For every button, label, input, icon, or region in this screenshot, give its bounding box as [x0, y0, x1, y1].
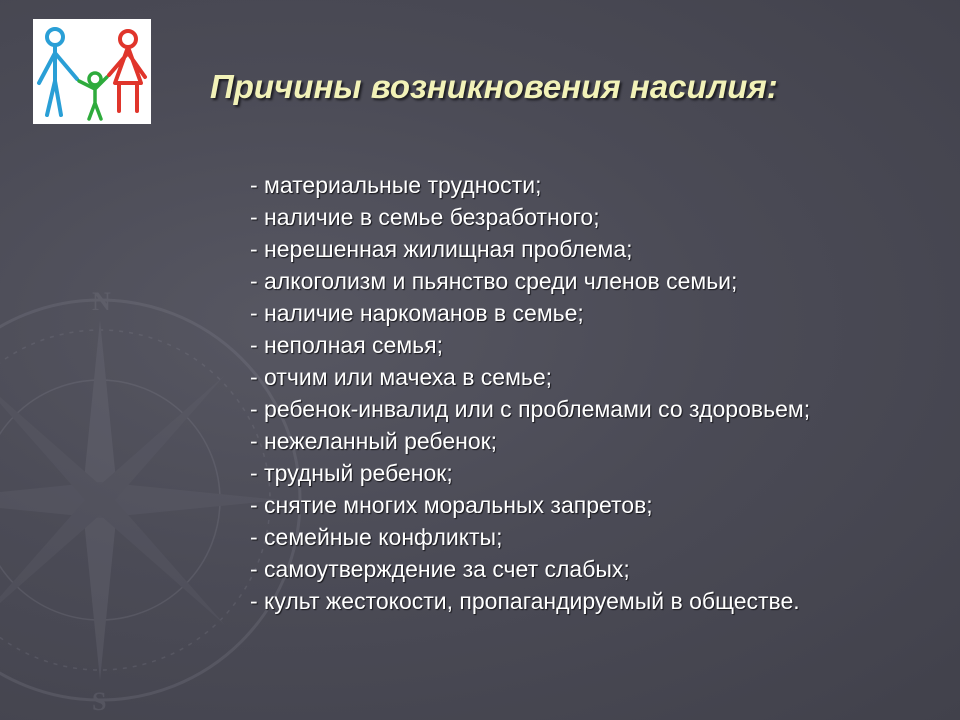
list-item: - снятие многих моральных запретов;	[250, 492, 653, 518]
list-item: - семейные конфликты;	[250, 524, 503, 550]
list-item: - неполная семья;	[250, 332, 443, 358]
list-item: - материальные трудности;	[250, 172, 542, 198]
svg-text:S: S	[92, 687, 107, 716]
list-item: - наличие наркоманов в семье;	[250, 300, 584, 326]
list-item: - отчим или мачеха в семье;	[250, 364, 553, 390]
list-item: - алкоголизм и пьянство среди членов семьи;	[250, 268, 738, 294]
list-item: - ребенок-инвалид или с проблемами со здоровьем;	[250, 396, 811, 422]
svg-text:N: N	[92, 287, 111, 316]
family-logo	[33, 19, 151, 124]
family-icon	[33, 19, 151, 124]
list-item: - культ жестокости, пропагандируемый в обществе.	[250, 588, 800, 614]
list-item: - трудный ребенок;	[250, 460, 453, 486]
slide-title: Причины возникновения насилия:	[210, 68, 778, 105]
list-item: - самоутверждение за счет слабых;	[250, 556, 630, 582]
list-item: - нерешенная жилищная проблема;	[250, 236, 633, 262]
causes-list	[250, 169, 810, 617]
list-item: - наличие в семье безработного;	[250, 204, 600, 230]
list-item: - нежеланный ребенок;	[250, 428, 498, 454]
